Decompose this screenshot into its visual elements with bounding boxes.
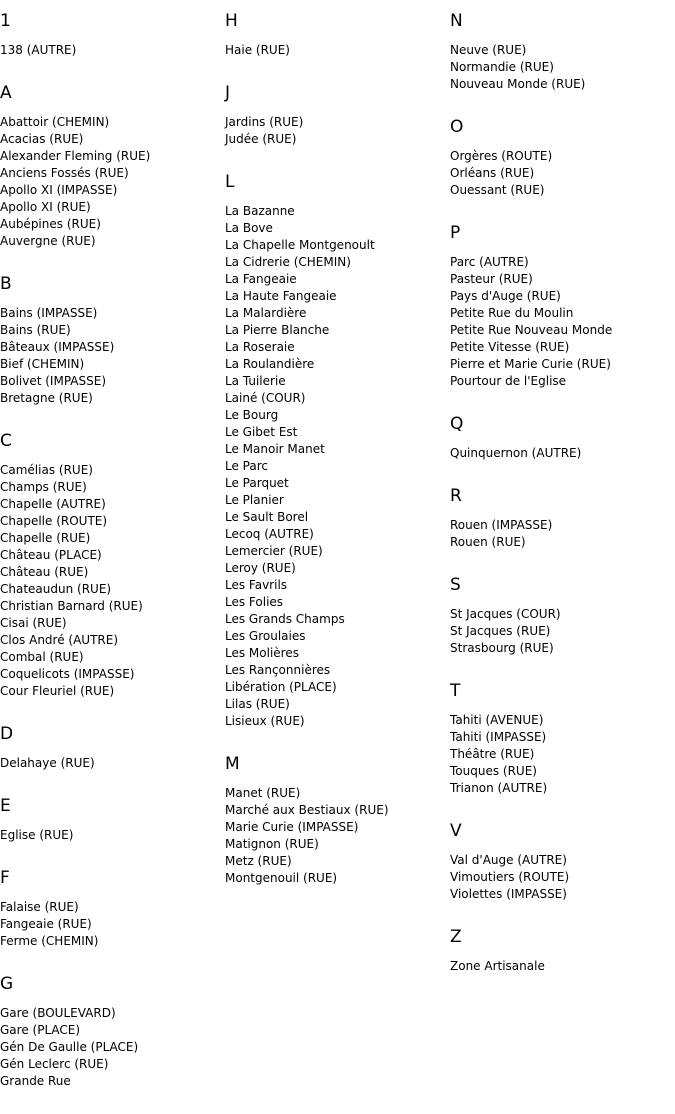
section-letter-heading: A: [0, 83, 12, 103]
street-link[interactable]: Chapelle (AUTRE): [0, 497, 106, 511]
street-index-column-1: [0, 11, 220, 1114]
letter-section: [450, 575, 670, 657]
street-link[interactable]: Jardins (RUE): [225, 115, 304, 129]
street-link[interactable]: Gare (BOULEVARD): [0, 1006, 116, 1020]
street-link[interactable]: Le Parc: [225, 459, 268, 473]
section-letter-heading: S: [450, 575, 461, 595]
section-letter-heading: F: [0, 868, 10, 888]
street-link[interactable]: Chapelle (RUE): [0, 531, 91, 545]
street-link[interactable]: Zone Artisanale: [450, 959, 545, 973]
letter-section: [0, 11, 220, 59]
section-letter-heading: Q: [450, 414, 464, 434]
street-list: [0, 114, 220, 250]
letter-section: [0, 724, 220, 772]
street-link[interactable]: Matignon (RUE): [225, 837, 319, 851]
street-link[interactable]: La Chapelle Montgenoult: [225, 238, 375, 252]
section-letter-heading: J: [225, 83, 231, 103]
street-link[interactable]: La Haute Fangeaie: [225, 289, 337, 303]
street-list: [0, 462, 220, 700]
street-link[interactable]: Vimoutiers (ROUTE): [450, 870, 570, 884]
street-link[interactable]: Haie (RUE): [225, 43, 290, 57]
letter-section: [0, 796, 220, 844]
street-link[interactable]: St Jacques (COUR): [450, 607, 561, 621]
street-list: [450, 852, 670, 903]
street-link[interactable]: Quinquernon (AUTRE): [450, 446, 582, 460]
street-link[interactable]: Strasbourg (RUE): [450, 641, 554, 655]
section-letter-heading: D: [0, 724, 14, 744]
letter-section: [450, 414, 670, 462]
street-list: [0, 899, 220, 950]
street-link[interactable]: Anciens Fossés (RUE): [0, 166, 129, 180]
street-list: [450, 254, 670, 390]
street-link[interactable]: Lisieux (RUE): [225, 714, 305, 728]
street-list: [0, 1005, 220, 1090]
letter-section: [225, 754, 445, 887]
street-link[interactable]: Bâteaux (IMPASSE): [0, 340, 115, 354]
section-letter-heading: R: [450, 486, 462, 506]
street-link[interactable]: Acacias (RUE): [0, 132, 84, 146]
street-list: [225, 42, 445, 59]
street-link[interactable]: Lecoq (AUTRE): [225, 527, 314, 541]
street-link[interactable]: Eglise (RUE): [0, 828, 74, 842]
street-link[interactable]: La Pierre Blanche: [225, 323, 330, 337]
street-list: [450, 712, 670, 797]
section-letter-heading: E: [0, 796, 11, 816]
street-list: [0, 755, 220, 772]
street-link[interactable]: Tahiti (IMPASSE): [450, 730, 547, 744]
street-link[interactable]: Cour Fleuriel (RUE): [0, 684, 115, 698]
street-link[interactable]: Chateaudun (RUE): [0, 582, 112, 596]
street-index-column-2: [225, 11, 445, 911]
street-list: [0, 305, 220, 407]
street-link[interactable]: Le Manoir Manet: [225, 442, 325, 456]
street-link[interactable]: Aubépines (RUE): [0, 217, 101, 231]
street-link[interactable]: Les Grands Champs: [225, 612, 345, 626]
street-link[interactable]: Val d'Auge (AUTRE): [450, 853, 567, 867]
street-list: [450, 606, 670, 657]
street-link[interactable]: La Cidrerie (CHEMIN): [225, 255, 351, 269]
street-link[interactable]: St Jacques (RUE): [450, 624, 551, 638]
letter-section: [225, 11, 445, 59]
street-link[interactable]: Pays d'Auge (RUE): [450, 289, 561, 303]
street-link[interactable]: Lilas (RUE): [225, 697, 290, 711]
street-link[interactable]: Coquelicots (IMPASSE): [0, 667, 135, 681]
street-link[interactable]: Cisai (RUE): [0, 616, 67, 630]
street-link[interactable]: Orléans (RUE): [450, 166, 535, 180]
street-link[interactable]: Ouessant (RUE): [450, 183, 545, 197]
street-link[interactable]: Nouveau Monde (RUE): [450, 77, 586, 91]
street-link[interactable]: Bains (IMPASSE): [0, 306, 98, 320]
street-list: [450, 148, 670, 199]
letter-section: [450, 927, 670, 975]
street-link[interactable]: Abattoir (CHEMIN): [0, 115, 110, 129]
letter-section: [225, 83, 445, 148]
street-link[interactable]: Gare (PLACE): [0, 1023, 81, 1037]
letter-section: [0, 83, 220, 250]
street-list: [225, 203, 445, 730]
letter-section: [450, 117, 670, 199]
street-link[interactable]: Normandie (RUE): [450, 60, 554, 74]
street-link[interactable]: Auvergne (RUE): [0, 234, 96, 248]
street-link[interactable]: Le Sault Borel: [225, 510, 309, 524]
section-letter-heading: H: [225, 11, 238, 31]
street-link[interactable]: La Roulandière: [225, 357, 315, 371]
street-link[interactable]: Apollo XI (RUE): [0, 200, 91, 214]
street-list: [450, 42, 670, 93]
street-index-column-3: [450, 11, 670, 999]
street-link[interactable]: Montgenouil (RUE): [225, 871, 338, 885]
section-letter-heading: Z: [450, 927, 462, 947]
street-link[interactable]: 138 (AUTRE): [0, 43, 77, 57]
street-link[interactable]: Tahiti (AVENUE): [450, 713, 544, 727]
street-link[interactable]: Combal (RUE): [0, 650, 84, 664]
letter-section: [0, 868, 220, 950]
street-link[interactable]: Alexander Fleming (RUE): [0, 149, 151, 163]
street-link[interactable]: Neuve (RUE): [450, 43, 527, 57]
street-link[interactable]: Pierre et Marie Curie (RUE): [450, 357, 611, 371]
street-link[interactable]: Leroy (RUE): [225, 561, 296, 575]
section-letter-heading: C: [0, 431, 12, 451]
street-link[interactable]: Grande Rue: [0, 1074, 71, 1088]
street-link[interactable]: Les Folies: [225, 595, 284, 609]
street-link[interactable]: Bains (RUE): [0, 323, 71, 337]
street-link[interactable]: Falaise (RUE): [0, 900, 79, 914]
letter-section: [0, 431, 220, 700]
street-link[interactable]: La Bove: [225, 221, 273, 235]
street-link[interactable]: Bief (CHEMIN): [0, 357, 85, 371]
section-letter-heading: G: [0, 974, 14, 994]
section-letter-heading: N: [450, 11, 463, 31]
street-link[interactable]: Ferme (CHEMIN): [0, 934, 99, 948]
street-link[interactable]: Pasteur (RUE): [450, 272, 533, 286]
street-list: [450, 445, 670, 462]
street-link[interactable]: La Roseraie: [225, 340, 295, 354]
street-link[interactable]: Camélias (RUE): [0, 463, 93, 477]
street-link[interactable]: Le Gibet Est: [225, 425, 298, 439]
street-link[interactable]: Le Parquet: [225, 476, 289, 490]
letter-section: [0, 274, 220, 407]
street-link[interactable]: Le Bourg: [225, 408, 279, 422]
letter-section: [450, 223, 670, 390]
street-link[interactable]: La Fangeaie: [225, 272, 297, 286]
letter-section: [0, 974, 220, 1090]
street-link[interactable]: Petite Vitesse (RUE): [450, 340, 570, 354]
letter-section: [450, 821, 670, 903]
street-link[interactable]: Touques (RUE): [450, 764, 537, 778]
section-letter-heading: T: [450, 681, 461, 701]
street-link[interactable]: La Malardière: [225, 306, 307, 320]
street-link[interactable]: Lemercier (RUE): [225, 544, 323, 558]
street-link[interactable]: Rouen (RUE): [450, 535, 526, 549]
street-link[interactable]: Petite Rue du Moulin: [450, 306, 574, 320]
street-link[interactable]: Les Rançonnières: [225, 663, 331, 677]
street-link[interactable]: Fangeaie (RUE): [0, 917, 92, 931]
street-link[interactable]: Judée (RUE): [225, 132, 297, 146]
street-link[interactable]: Violettes (IMPASSE): [450, 887, 567, 901]
street-link[interactable]: Manet (RUE): [225, 786, 301, 800]
section-letter-heading: L: [225, 172, 235, 192]
section-letter-heading: O: [450, 117, 464, 137]
letter-section: [450, 681, 670, 797]
street-link[interactable]: Rouen (IMPASSE): [450, 518, 553, 532]
street-link[interactable]: Delahaye (RUE): [0, 756, 95, 770]
section-letter-heading: V: [450, 821, 462, 841]
section-letter-heading: B: [0, 274, 12, 294]
street-link[interactable]: Bretagne (RUE): [0, 391, 93, 405]
street-link[interactable]: Christian Barnard (RUE): [0, 599, 143, 613]
street-link[interactable]: La Bazanne: [225, 204, 295, 218]
street-list: [450, 958, 670, 975]
street-link[interactable]: Les Molières: [225, 646, 299, 660]
street-link[interactable]: Lainé (COUR): [225, 391, 306, 405]
street-link[interactable]: Parc (AUTRE): [450, 255, 529, 269]
street-link[interactable]: Chapelle (ROUTE): [0, 514, 108, 528]
letter-section: [225, 172, 445, 730]
street-link[interactable]: Les Favrils: [225, 578, 288, 592]
street-link[interactable]: Trianon (AUTRE): [450, 781, 548, 795]
letter-section: [450, 486, 670, 551]
section-letter-heading: 1: [0, 11, 11, 31]
street-link[interactable]: Gén De Gaulle (PLACE): [0, 1040, 139, 1054]
street-link[interactable]: Bolivet (IMPASSE): [0, 374, 106, 388]
street-link[interactable]: Gén Leclerc (RUE): [0, 1057, 109, 1071]
street-link[interactable]: Marie Curie (IMPASSE): [225, 820, 359, 834]
street-link[interactable]: Pourtour de l'Eglise: [450, 374, 567, 388]
street-link[interactable]: Théâtre (RUE): [450, 747, 535, 761]
street-link[interactable]: Château (PLACE): [0, 548, 102, 562]
street-list: [0, 827, 220, 844]
section-letter-heading: M: [225, 754, 240, 774]
street-link[interactable]: Apollo XI (IMPASSE): [0, 183, 118, 197]
street-list: [225, 785, 445, 887]
street-link[interactable]: Petite Rue Nouveau Monde: [450, 323, 613, 337]
street-list: [0, 42, 220, 59]
street-link[interactable]: Orgères (ROUTE): [450, 149, 553, 163]
street-list: [225, 114, 445, 148]
street-link[interactable]: La Tuilerie: [225, 374, 286, 388]
street-link[interactable]: Les Groulaies: [225, 629, 306, 643]
street-link[interactable]: Le Planier: [225, 493, 284, 507]
street-link[interactable]: Marché aux Bestiaux (RUE): [225, 803, 389, 817]
street-list: [450, 517, 670, 551]
street-link[interactable]: Champs (RUE): [0, 480, 87, 494]
street-link[interactable]: Libération (PLACE): [225, 680, 337, 694]
street-link[interactable]: Metz (RUE): [225, 854, 292, 868]
street-link[interactable]: Clos André (AUTRE): [0, 633, 119, 647]
letter-section: [450, 11, 670, 93]
street-link[interactable]: Château (RUE): [0, 565, 89, 579]
section-letter-heading: P: [450, 223, 461, 243]
